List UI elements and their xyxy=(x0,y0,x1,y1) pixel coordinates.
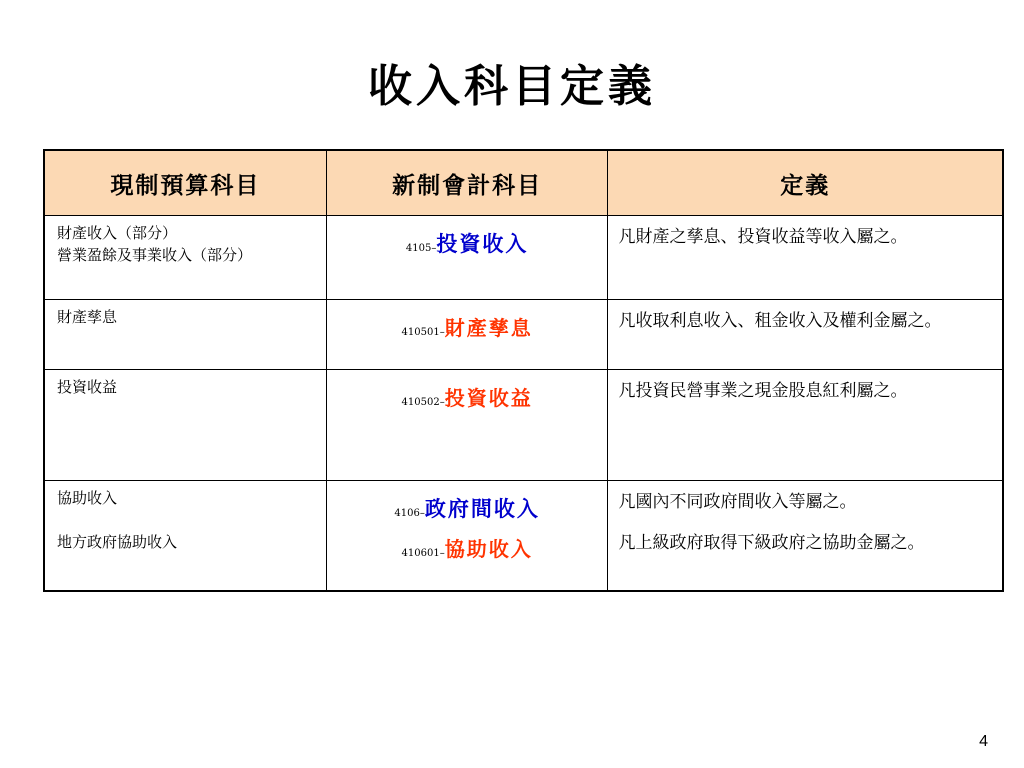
old-account-cell xyxy=(44,481,326,591)
definition-text: 凡上級政府取得下級政府之協助金屬之。 xyxy=(618,533,925,553)
account-code-line xyxy=(328,382,607,411)
account-name: 投資收入 xyxy=(436,231,529,256)
new-account-cell xyxy=(326,300,608,370)
definition-cell xyxy=(608,370,1003,481)
account-name: 財產孳息 xyxy=(444,316,533,340)
page-number: 4 xyxy=(979,733,988,750)
page-title: 收入科目定義 xyxy=(368,61,656,112)
account-name: 協助收入 xyxy=(444,537,533,561)
table-row xyxy=(44,481,1003,591)
account-dash: – xyxy=(431,243,437,254)
old-account-label: 營業盈餘及事業收入（部分） xyxy=(57,246,253,264)
old-account-label: 財產收入（部分） xyxy=(57,224,178,242)
old-account-label: 地方政府協助收入 xyxy=(57,533,178,551)
header-definition: 定義 xyxy=(608,150,1003,216)
table-row xyxy=(44,370,1003,481)
definition-text: 凡投資民營事業之現金股息紅利屬之。 xyxy=(618,381,908,401)
account-dash: – xyxy=(439,548,445,559)
new-account-cell xyxy=(326,481,608,591)
account-code-line xyxy=(328,312,607,341)
old-account-label: 協助收入 xyxy=(57,489,118,507)
account-dash: – xyxy=(439,327,445,338)
definition-cell xyxy=(608,216,1003,300)
table-row xyxy=(44,300,1003,370)
definition-text: 凡財產之孳息、投資收益等收入屬之。 xyxy=(618,227,908,247)
header-current-budget-account: 現制預算科目 xyxy=(44,150,326,216)
account-code-line xyxy=(328,493,607,523)
account-code-line xyxy=(328,228,607,258)
account-code-line xyxy=(328,533,607,562)
account-number: 410502 xyxy=(401,397,440,408)
old-account-label: 投資收益 xyxy=(57,378,118,396)
account-number: 4105 xyxy=(405,243,432,254)
account-dash: – xyxy=(439,397,445,408)
table-row xyxy=(44,216,1003,300)
account-dash: – xyxy=(419,508,425,519)
definition-cell xyxy=(608,300,1003,370)
account-number: 410501 xyxy=(401,327,440,338)
definition-text: 凡收取利息收入、租金收入及權利金屬之。 xyxy=(618,311,942,331)
old-account-cell xyxy=(44,300,326,370)
header-new-accounting-account: 新制會計科目 xyxy=(326,150,608,216)
account-number: 4106 xyxy=(394,508,420,519)
old-account-cell xyxy=(44,216,326,300)
definition-cell xyxy=(608,481,1003,591)
new-account-cell xyxy=(326,370,608,481)
table-header-row xyxy=(44,150,1003,216)
account-number: 410601 xyxy=(401,548,440,559)
account-name: 政府間收入 xyxy=(424,496,540,521)
new-account-cell xyxy=(326,216,608,300)
account-name: 投資收益 xyxy=(444,386,533,410)
definition-text: 凡國內不同政府間收入等屬之。 xyxy=(618,492,857,512)
old-account-label: 財產孳息 xyxy=(57,308,118,326)
old-account-cell xyxy=(44,370,326,481)
definitions-table xyxy=(43,149,1004,592)
